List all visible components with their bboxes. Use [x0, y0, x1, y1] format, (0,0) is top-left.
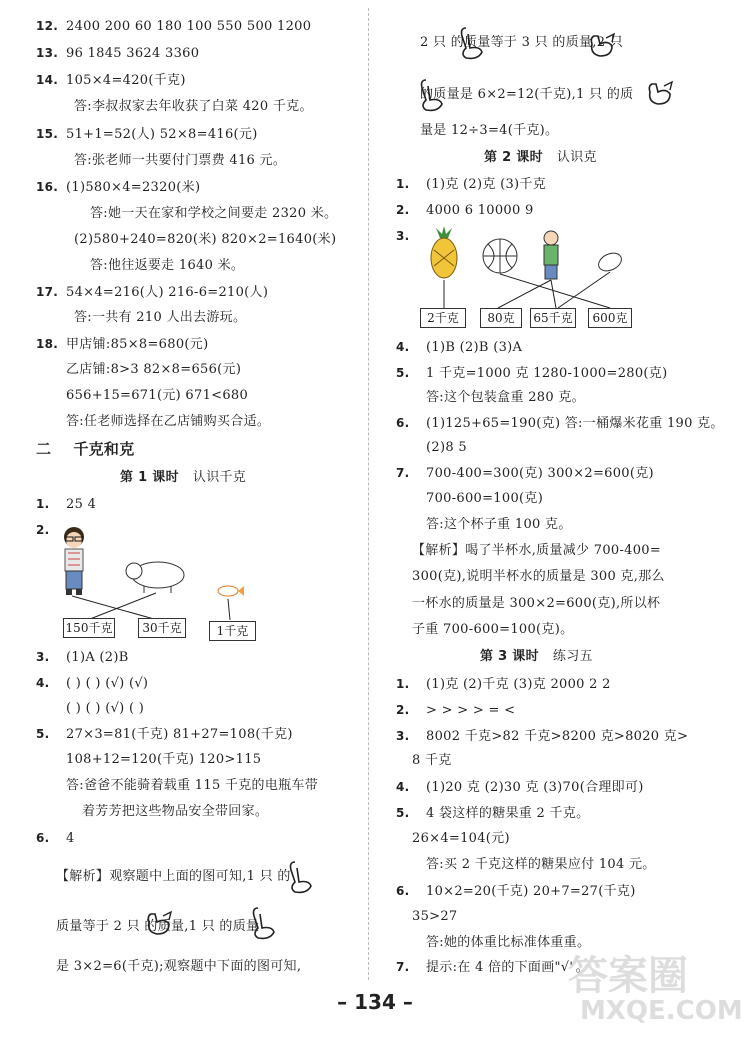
answer-17: 17. 54×4=216(人) 216-6=210(人) — [36, 285, 269, 300]
analysis-cont-3: 量是 12÷3=4(千克)。 — [420, 123, 559, 138]
l2-analysis-1: 【解析】喝了半杯水,质量减少 700-400= — [412, 543, 662, 558]
column-divider — [368, 8, 369, 980]
l2-answer-7-line-2: 700-600=100(克) — [426, 491, 544, 506]
l3-answer-3-line-2: 8 千克 — [412, 753, 452, 768]
answer-18-line-2: 乙店铺:8>3 82×8=656(元) — [66, 362, 242, 377]
goose-icon — [456, 24, 486, 62]
l2-answer-5-reply: 答:这个包装盒重 280 克。 — [426, 390, 585, 405]
l1-answer-5: 5. 27×3=81(千克) 81+27=108(千克) — [36, 727, 293, 742]
l2-answer-7-reply: 答:这个杯子重 100 克。 — [426, 517, 572, 532]
l3-answer-6-line-2: 35>27 — [412, 909, 458, 924]
matching-figure-2 — [418, 228, 648, 312]
weight-box: 150千克 — [63, 618, 115, 638]
section-title: 二 千克和克 — [36, 440, 135, 458]
person-icon — [544, 231, 558, 279]
l3-answer-2: 2. > > > > = < — [396, 703, 516, 718]
l1-analysis-3: 是 3×2=6(千克);观察题中下面的图可知, — [56, 959, 302, 974]
weight-box: 80克 — [480, 308, 522, 328]
l2-analysis-3: 一杯水的质量是 300×2=600(克),所以杯 — [412, 596, 661, 611]
watermark-url: MXQE.COM — [580, 996, 743, 1026]
egg-icon — [596, 250, 625, 275]
chicken-icon — [644, 76, 674, 108]
answer-16-part-2: (2)580+240=820(米) 820×2=1640(米) — [74, 232, 337, 247]
l2-answer-4: 4. (1)B (2)B (3)A — [396, 340, 523, 355]
answer-15: 15. 51+1=52(人) 52×8=416(元) — [36, 127, 258, 142]
l3-answer-5-line-2: 26×4=104(元) — [412, 831, 510, 846]
l2-answer-7: 7. 700-400=300(克) 300×2=600(克) — [396, 466, 654, 481]
l3-answer-5: 5. 4 袋这样的糖果重 2 千克。 — [396, 806, 590, 821]
answer-18-reply: 答:任老师选择在乙店铺购买合适。 — [66, 414, 271, 429]
basketball-icon — [483, 239, 517, 273]
goose-icon — [416, 76, 446, 114]
l1-answer-1: 1. 25 4 — [36, 497, 97, 512]
page-number: – 134 – — [337, 990, 413, 1014]
lesson-1-heading: 第 1 课时 认识千克 — [120, 470, 247, 485]
pig-icon — [126, 562, 184, 593]
l2-answer-6-part-2: (2)8 5 — [426, 440, 467, 455]
l1-analysis-1: 【解析】观察题中上面的图可知,1 只 的 — [56, 869, 291, 884]
pineapple-icon — [431, 226, 457, 278]
answer-14-reply: 答:李叔叔家去年收获了白菜 420 千克。 — [74, 99, 313, 114]
answer-14: 14. 105×4=420(千克) — [36, 73, 186, 88]
l3-answer-6-reply: 答:她的体重比标准体重重。 — [426, 935, 591, 950]
l2-answer-5: 5. 1 千克=1000 克 1280-1000=280(克) — [396, 366, 668, 381]
answer-17-reply: 答:一共有 210 人出去游玩。 — [74, 310, 247, 325]
lesson-3-heading: 第 3 课时 练习五 — [480, 649, 593, 664]
weight-box: 65千克 — [530, 308, 576, 328]
answer-18: 18. 甲店铺:85×8=680(元) — [36, 337, 209, 352]
weight-box: 30千克 — [138, 618, 186, 638]
l3-answer-6: 6. 10×2=20(千克) 20+7=27(千克) — [396, 884, 636, 899]
analysis-cont-1: 2 只 的质量等于 3 只 的质量,2 只 — [420, 35, 624, 50]
l1-answer-5-line-2: 108+12=120(千克) 120>115 — [66, 752, 262, 767]
answer-18-line-3: 656+15=671(元) 671<680 — [66, 388, 249, 403]
l2-analysis-4: 子重 700-600=100(克)。 — [412, 622, 574, 637]
weight-box: 2千克 — [420, 308, 466, 328]
fish-icon — [218, 586, 244, 596]
answer-16-reply-1: 答:她一天在家和学校之间要走 2320 米。 — [90, 206, 338, 221]
l3-answer-4: 4. (1)20 克 (2)30 克 (3)70(合理即可) — [396, 780, 644, 795]
l1-answer-4: 4. ( ) ( ) (√) (√) — [36, 676, 149, 691]
goose-icon — [285, 858, 315, 896]
l1-answer-3: 3. (1)A (2)B — [36, 650, 129, 665]
answer-16: 16. (1)580×4=2320(米) — [36, 180, 201, 195]
weight-box: 600克 — [588, 308, 632, 328]
l2-answer-2: 2. 4000 6 10000 9 — [396, 203, 534, 218]
answer-13: 13. 96 1845 3624 3360 — [36, 46, 200, 61]
goose-icon — [248, 904, 278, 942]
l1-answer-5-reply-2: 着芳芳把这些物品安全带回家。 — [82, 804, 269, 819]
analysis-cont-2: 的质量是 6×2=12(千克),1 只 的质 — [420, 87, 634, 102]
l3-answer-7: 7. 提示:在 4 倍的下面画"√"。 — [396, 960, 589, 975]
l3-answer-3: 3. 8002 千克>82 千克>8200 克>8020 克> — [396, 729, 689, 744]
weight-box: 1千克 — [209, 621, 256, 641]
l1-answer-5-reply: 答:爸爸不能骑着载重 115 千克的电瓶车带 — [66, 778, 319, 793]
l2-answer-3: 3. — [396, 229, 410, 243]
lesson-2-heading: 第 2 课时 认识克 — [484, 150, 597, 165]
l3-answer-5-reply: 答:买 2 千克这样的糖果应付 104 元。 — [426, 857, 656, 872]
l3-answer-1: 1. (1)克 (2)千克 (3)克 2000 2 2 — [396, 677, 611, 692]
l2-analysis-2: 300(克),说明半杯水的质量是 300 克,那么 — [412, 569, 665, 584]
l1-answer-4-row-2: ( ) ( ) (√) ( ) — [66, 701, 145, 716]
l1-analysis-2: 质量等于 2 只 的质量,1 只 的质量 — [56, 919, 260, 934]
l2-answer-6: 6. (1)125+65=190(克) 答:一桶爆米花重 190 克。 — [396, 416, 724, 431]
answer-15-reply: 答:张老师一共要付门票费 416 元。 — [74, 153, 287, 168]
answer-12: 12. 2400 200 60 180 100 550 500 1200 — [36, 19, 312, 34]
chicken-icon — [143, 906, 173, 938]
l1-answer-2: 2. — [36, 523, 50, 537]
matching-figure — [56, 523, 256, 613]
l1-answer-6: 6. 4 — [36, 831, 75, 846]
l2-answer-1: 1. (1)克 (2)克 (3)千克 — [396, 177, 547, 192]
watermark-logo: 答案圈 — [568, 953, 688, 999]
boy-icon — [64, 527, 84, 595]
chicken-icon — [586, 28, 616, 60]
answer-16-reply-2: 答:他往返要走 1640 米。 — [90, 258, 245, 273]
